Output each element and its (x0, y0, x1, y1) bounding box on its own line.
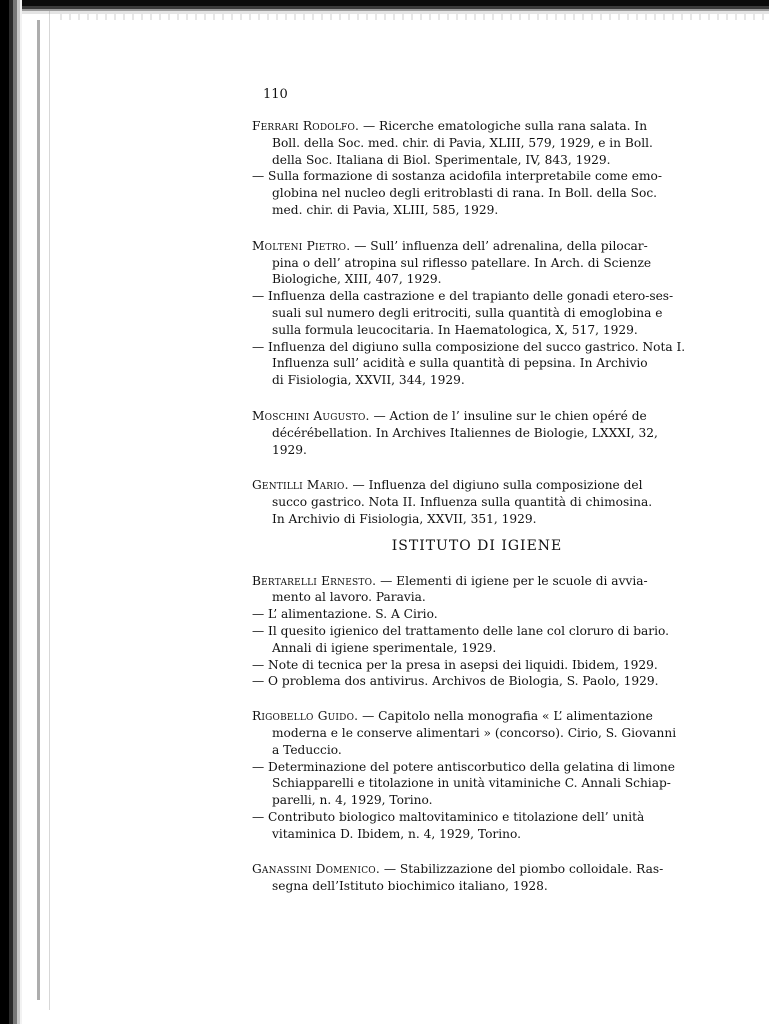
entry-line: di Fisiologia, XXVII, 344, 1929. (272, 373, 465, 388)
entry-line: — Influenza della castrazione e del trapianto delle gonadi etero-ses- (252, 289, 674, 304)
entry-line (252, 408, 682, 425)
entry-line: Annali di igiene sperimentale, 1929. (272, 640, 497, 655)
entry-line: med. chir. di Pavia, XLIII, 585, 1929. (272, 202, 499, 217)
entry-line (252, 238, 682, 255)
entry-line: a Teduccio. (272, 742, 342, 757)
bibliography-entry (252, 861, 682, 895)
entry-line: — Contributo biologico maltovitaminico e titolazione dell’ unità (252, 809, 645, 824)
entry-line: Boll. della Soc. med. chir. di Pavia, XLIII, 579, 1929, e in Boll. (272, 135, 653, 150)
entry-line (252, 477, 682, 494)
entry-text: — Elementi di igiene per le scuole di avvia- (376, 573, 648, 588)
entry-line: suali sul numero degli eritrociti, sulla quantità di emoglobina e (272, 305, 663, 320)
entry-line: segna dell’Istituto biochimico italiano, 1928. (272, 879, 548, 894)
scan-top-noise (60, 14, 769, 20)
author-name: Moschini Augusto. (252, 408, 370, 423)
entry-line: della Soc. Italiana di Biol. Sperimentale, IV, 843, 1929. (272, 152, 611, 167)
author-name: Molteni Pietro. (252, 238, 351, 253)
entry-line: Biologiche, XIII, 407, 1929. (272, 272, 442, 287)
entry-line: pina o dell’ atropina sul riflesso patellare. In Arch. di Scienze (272, 255, 652, 270)
author-name: Ferrari Rodolfo. (252, 119, 360, 133)
entry-line (252, 573, 682, 590)
bibliography-entry (252, 238, 686, 389)
entry-line (252, 861, 682, 878)
entry-line: Schiapparelli e titolazione in unità vitaminiche C. Annali Schiap- (272, 776, 671, 791)
entry-line: sulla formula leucocitaria. In Haematologica, X, 517, 1929. (272, 322, 638, 337)
scan-top-edge (0, 0, 769, 14)
bibliography-entry (252, 477, 682, 527)
entry-line: décérébellation. In Archives Italiennes de Biologie, LXXXI, 32, (272, 425, 658, 440)
scan-binding-shadow (37, 20, 40, 1000)
entry-line: — Note di tecnica per la presa in asepsi dei liquidi. Ibidem, 1929. (252, 657, 658, 672)
entry-text: — Stabilizzazione del piombo colloidale. Ras- (379, 862, 664, 877)
author-name: Rigobello Guido. (252, 709, 359, 724)
entry-line: — Il quesito igienico del trattamento delle lane col cloruro di bario. (252, 623, 669, 638)
page-number: 110 (263, 87, 288, 102)
entry-text: — Influenza del digiuno sulla composizione del (348, 478, 643, 493)
author-name: Bertarelli Ernesto. (252, 573, 377, 588)
entry-line: vitaminica D. Ibidem, n. 4, 1929, Torino. (272, 826, 521, 841)
entry-line: succo gastrico. Nota II. Influenza sulla quantità di chimosina. (272, 495, 653, 510)
bibliography-entry (252, 118, 682, 219)
scan-left-edge (0, 0, 22, 1024)
entry-line (252, 118, 682, 135)
entry-line: mento al lavoro. Paravia. (272, 590, 426, 605)
scan-binding-line (49, 10, 50, 1010)
author-name: Ganassini Domenico. (252, 862, 380, 877)
entry-line: In Archivio di Fisiologia, XXVII, 351, 1929. (272, 511, 537, 526)
entry-text: — Sull’ influenza dell’ adrenalina, della pilocar- (350, 238, 648, 253)
entry-text: — Action de l’ insuline sur le chien opéré de (369, 408, 647, 423)
entry-line: parelli, n. 4, 1929, Torino. (272, 793, 433, 808)
entry-line: — Determinazione del potere antiscorbutico della gelatina di limone (252, 759, 675, 774)
author-name: Gentilli Mario. (252, 478, 349, 493)
entry-line: globina nel nucleo degli eritroblasti di rana. In Boll. della Soc. (272, 186, 658, 201)
bibliography-entry (252, 573, 682, 691)
entry-line: — Influenza del digiuno sulla composizione del succo gastrico. Nota I. (252, 339, 686, 354)
entry-line: 1929. (272, 442, 307, 457)
entry-line: moderna e le conserve alimentari » (concorso). Cirio, S. Giovanni (272, 725, 677, 740)
bibliography (252, 118, 686, 895)
entry-line (252, 708, 682, 725)
section-title: ISTITUTO DI IGIENE (391, 537, 563, 554)
entry-text: — Capitolo nella monografia « L’ alimentazione (358, 709, 653, 724)
entry-line: — L’ alimentazione. S. A Cirio. (252, 607, 438, 622)
entry-line: Influenza sull’ acidità e sulla quantità di pepsina. In Archivio (272, 356, 648, 371)
bibliography-entry (252, 408, 682, 458)
bibliography-entry (252, 708, 682, 842)
entry-line: — O problema dos antivirus. Archivos de Biologia, S. Paolo, 1929. (252, 674, 659, 689)
entry-text: — Ricerche ematologiche sulla rana salata. In (359, 119, 648, 133)
entry-line: — Sulla formazione di sostanza acidofila interpretabile come emo- (252, 169, 662, 184)
